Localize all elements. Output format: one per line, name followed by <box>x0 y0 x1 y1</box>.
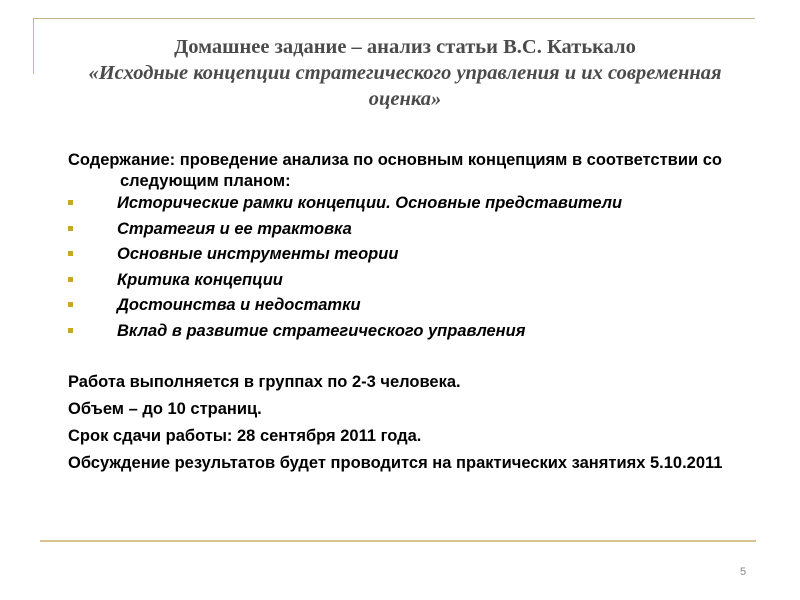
plan-item <box>68 243 768 269</box>
bullet-square-icon <box>68 302 73 307</box>
title-line-2: «Исходные концепции стратегического управления и их современная оценка» <box>88 62 722 110</box>
plan-list <box>68 192 768 345</box>
bullet-square-icon <box>68 226 73 231</box>
plan-item-text: Вклад в развитие стратегического управления <box>117 321 526 340</box>
note-deadline: Срок сдачи работы: 28 сентября 2011 года. <box>68 427 422 445</box>
title-line-1: Домашнее задание – анализ статьи В.С. Катькало <box>174 36 636 58</box>
plan-item <box>68 218 768 244</box>
note-volume: Объем – до 10 страниц. <box>68 400 262 418</box>
plan-item <box>68 192 768 218</box>
note-group-size: Работа выполняется в группах по 2-3 человека. <box>68 373 461 391</box>
plan-item-text: Основные инструменты теории <box>117 245 399 263</box>
plan-item <box>68 294 768 320</box>
assignment-notes <box>68 372 748 480</box>
bullet-square-icon <box>68 251 73 256</box>
plan-item-text: Критика концепции <box>117 270 283 289</box>
plan-item-text: Исторические рамки концепции. Основные представители <box>117 194 623 212</box>
content-intro: Содержание: проведение анализа по основным концепциям в соответствии со следующим планом: <box>68 151 722 190</box>
plan-item <box>68 269 768 295</box>
bullet-square-icon <box>68 277 73 282</box>
title-frame-top-border <box>33 18 755 19</box>
plan-item-text: Стратегия и ее трактовка <box>117 219 352 238</box>
slide-title <box>60 34 750 112</box>
plan-item-text: Достоинства и недостатки <box>117 296 361 314</box>
plan-item <box>68 320 768 346</box>
bullet-square-icon <box>68 200 73 205</box>
page-number: 5 <box>740 566 747 578</box>
footer-divider <box>40 540 756 542</box>
bullet-square-icon <box>68 328 73 333</box>
title-frame-left-border <box>33 18 34 74</box>
note-discussion: Обсуждение результатов будет проводится на практических занятиях 5.10.2011 <box>68 454 723 472</box>
